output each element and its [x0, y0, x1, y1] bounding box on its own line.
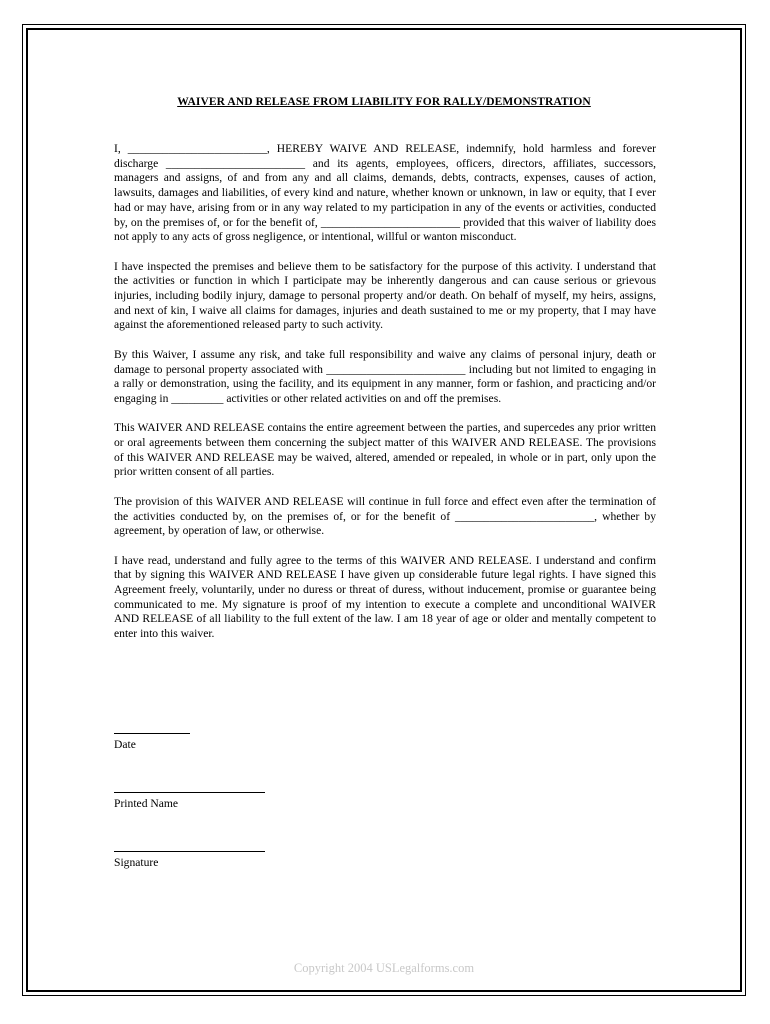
signature-field: [114, 851, 265, 869]
document-page: [26, 28, 742, 992]
document-body: [114, 142, 656, 657]
printed-name-line[interactable]: [114, 792, 265, 793]
signature-label: Signature: [114, 856, 159, 869]
document-title: WAIVER AND RELEASE FROM LIABILITY FOR RALLY/DEMONSTRATION: [177, 96, 591, 108]
paragraph-inspection: I have inspected the premises and believe them to be satisfactory for the purpose of this activity. I understand that the activities or function in which I participate may be inherently dangerous and can cause serious or grievous injuries, including bodily injury, damage to personal property and/or death. On behalf of myself, my heirs, assigns, and next of kin, I waive all claims for damages, injuries and death sustained to me or my property, that I may have against the aforementioned released party to such activity.: [114, 259, 656, 332]
date-line[interactable]: [114, 733, 190, 734]
signature-line[interactable]: [114, 851, 265, 852]
printed-name-label: Printed Name: [114, 797, 179, 810]
paragraph-assumption-of-risk: By this Waiver, I assume any risk, and take full responsibility and waive any claims of personal injury, death or damage to personal property associated with ________________________ including but not limited to engaging in a rally or demonstration, using the facility, and its equipment in any manner, form or fashion, and practicing and/or engaging in _________ activities or other related activities on and off the premises.: [114, 347, 656, 405]
paragraph-acknowledgement: I have read, understand and fully agree to the terms of this WAIVER AND RELEASE. I understand and confirm that by signing this WAIVER AND RELEASE I have given up considerable future legal rights. I have signed this Agreement freely, voluntarily, under no duress or threat of duress, without inducement, promise or guarantee being communicated to me. My signature is proof of my intention to execute a complete and unconditional WAIVER AND RELEASE of all liability to the full extent of the law. I am 18 year of age or older and mentally competent to enter into this waiver.: [114, 553, 656, 641]
paragraph-release: I, ________________________, HEREBY WAIVE AND RELEASE, indemnify, hold harmless and forever discharge ________________________ and its agents, employees, officers, directors, affiliates, successors, managers and assigns, of and from any and all claims, demands, debts, contracts, expenses, causes of action, lawsuits, damages and liabilities, of every kind and nature, whether known or unknown, in law or equity, that I ever had or may have, arising from or in any way related to my participation in any of the events or activities, conducted by, on the premises of, or for the benefit of, ________________________ provided that this waiver of liability does not apply to any acts of gross negligence, or intentional, willful or wanton misconduct.: [114, 142, 656, 244]
date-field: [114, 733, 190, 751]
paragraph-continuation: The provision of this WAIVER AND RELEASE will continue in full force and effect even after the termination of the activities conducted by, on the premises of, or for the benefit of ________________________, whether by agreement, by operation of law, or otherwise.: [114, 494, 656, 538]
date-label: Date: [114, 738, 136, 751]
paragraph-entire-agreement: This WAIVER AND RELEASE contains the entire agreement between the parties, and supercedes any prior written or oral agreements between them concerning the subject matter of this WAIVER AND RELEASE. The provisions of this WAIVER AND RELEASE may be waived, altered, amended or repealed, in whole or in part, only upon the prior written consent of all parties.: [114, 421, 656, 479]
printed-name-field: [114, 792, 265, 810]
copyright-watermark: Copyright 2004 USLegalforms.com: [293, 961, 475, 975]
